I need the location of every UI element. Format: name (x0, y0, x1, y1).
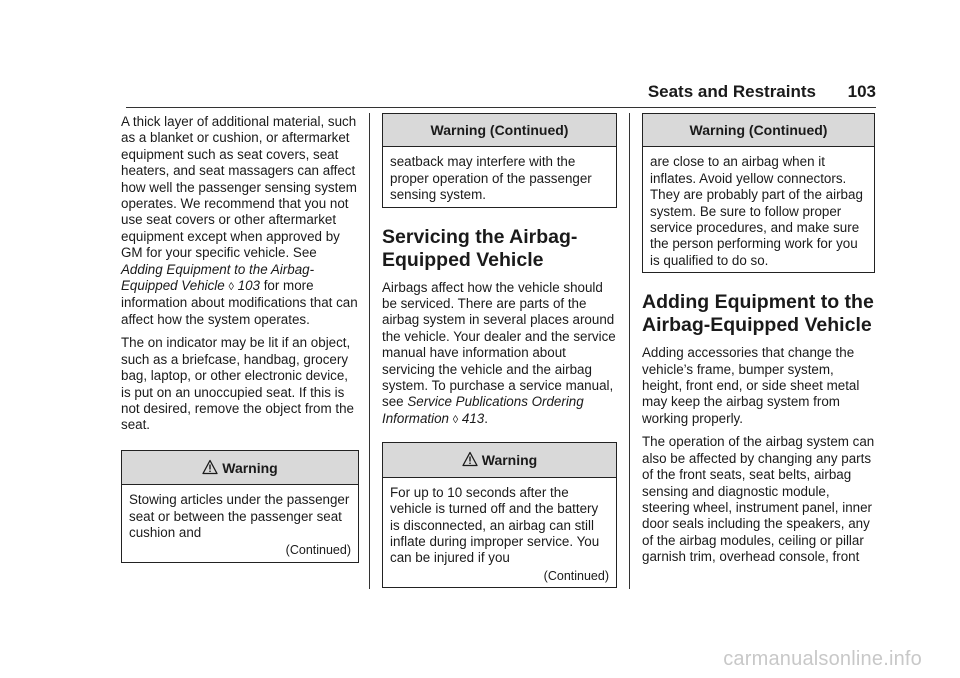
cross-reference-link[interactable]: Adding Equipment to the Airbag-Equipped Vehicle (121, 261, 315, 294)
paragraph (382, 280, 617, 429)
continued-label: (Continued) (285, 543, 351, 558)
paragraph-text: A thick layer of additional material, such as a blanket or cushion, or aftermarket equipment such as seat covers, seat heaters, and seat massagers can affect how well the passenger sensing system operates. We recommend that you not use seat covers or other aftermarket equipment except when approved by GM for your specific vehicle. See (121, 114, 357, 261)
paragraph (121, 114, 359, 328)
warning-text: For up to 10 seconds after the vehicle is turned off and the battery is disconnected, an airbag can still inflate during improper service. You can be injured if you (390, 484, 600, 566)
column-divider (369, 113, 370, 589)
warning-body (383, 478, 616, 587)
paragraph: The on indicator may be lit if an object, such as a briefcase, handbag, grocery bag, laptop, or other electronic device, is put on an unoccupied seat. If this is not desired, remove the object from the seat. (121, 335, 354, 433)
paragraph-text: for more information about modifications that can affect how the system operates. (121, 278, 358, 327)
page-header (0, 78, 876, 108)
warning-title: Warning (222, 459, 278, 476)
warning-box (121, 450, 359, 563)
page-number: 103 (847, 82, 876, 101)
warning-header (122, 451, 358, 485)
column-divider (629, 113, 630, 589)
warning-title: Warning (481, 452, 538, 469)
column-2 (382, 110, 617, 598)
page-ref[interactable]: 103 (237, 278, 260, 294)
page-ref-icon: ◊ (452, 413, 459, 426)
warning-body (643, 147, 874, 272)
section-heading: Servicing the Airbag-Equipped Vehicle (382, 225, 578, 271)
paragraph: Adding accessories that change the vehicle’s frame, bumper system, height, front end, or side sheet metal may keep the airbag system from working properly. (642, 345, 860, 426)
section-heading: Adding Equipment to the Airbag-Equipped Vehicle (642, 291, 874, 337)
warning-continued-box (642, 113, 875, 273)
warning-header (383, 443, 616, 477)
page-ref-icon: ◊ (228, 281, 234, 294)
page-ref[interactable]: 413 (461, 410, 485, 426)
paragraph: The operation of the airbag system can also be affected by changing any parts of the front seats, seat belts, airbag sensing and diagnostic module, steering wheel, instrument panel, inner door seals including the speakers, any of the airbag modules, ceiling or pillar garnish trim, overhead console, front (642, 434, 875, 565)
warning-text: Stowing articles under the passenger seat or between the passenger seat cushion and (129, 492, 350, 540)
paragraph-text: . (484, 410, 488, 426)
warning-continued-box (382, 113, 617, 208)
continued-label: (Continued) (543, 568, 609, 583)
watermark: carmanualsonline.info (723, 648, 922, 670)
header-rule (126, 107, 876, 108)
cross-reference-link[interactable]: Service Publications Ordering Information (382, 394, 584, 426)
section-title: Seats and Restraints (647, 82, 816, 101)
warning-text: seatback may interfere with the proper operation of the passenger sensing system. (390, 154, 592, 203)
warning-body (383, 147, 616, 206)
warning-header: Warning (Continued) (643, 114, 874, 147)
warning-header: Warning (Continued) (383, 114, 616, 147)
warning-triangle-icon (202, 459, 218, 475)
paragraph-text: Airbags affect how the vehicle should be serviced. There are parts of the airbag system in several places around the vehicle. Your dealer and the service manual have information about servicing the vehicle and the airbag system. To purchase a service manual, see (382, 279, 616, 410)
warning-box (382, 442, 617, 588)
warning-body (122, 485, 358, 562)
warning-text: are close to an airbag when it inflates. Avoid yellow connectors. They are probably part of the airbag system. Be sure to follow proper service procedures, and make sure the person performing work for you is qualified to do so. (650, 154, 863, 268)
column-1 (121, 114, 359, 573)
column-3 (642, 110, 875, 573)
warning-triangle-icon (462, 451, 478, 467)
